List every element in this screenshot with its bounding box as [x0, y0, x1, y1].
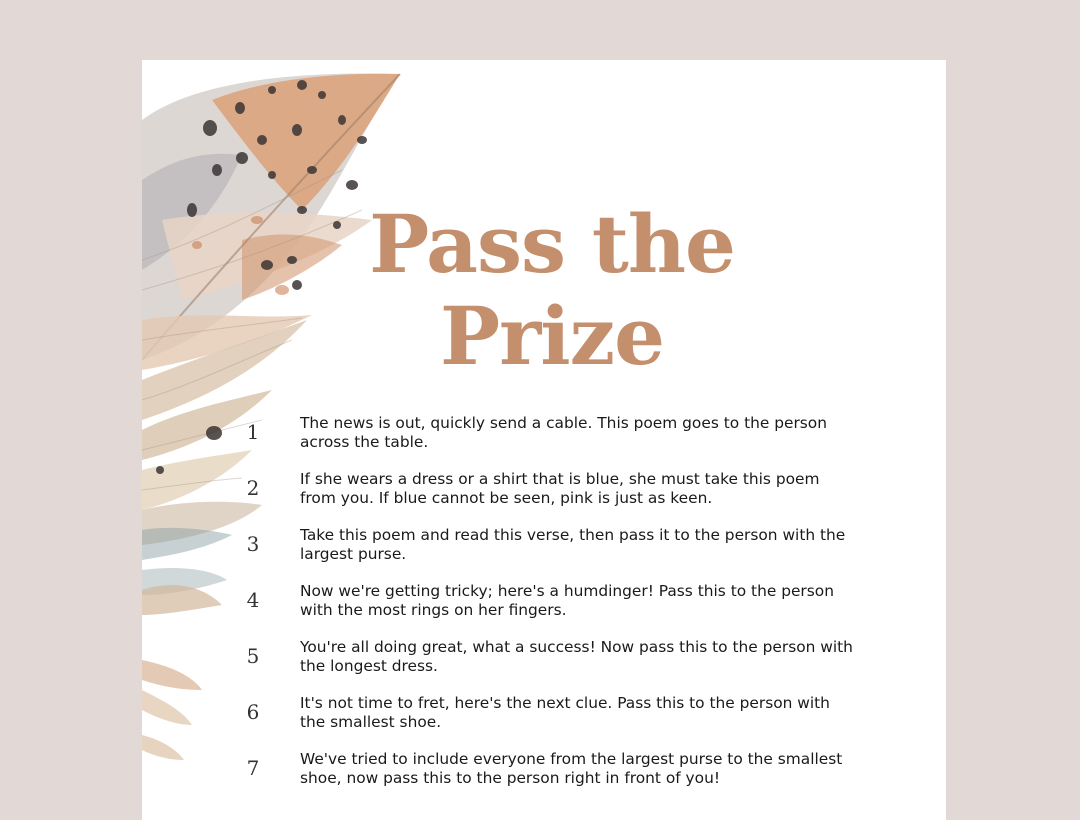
- verse-number: 7: [246, 756, 260, 780]
- verse-text: We've tried to include everyone from the largest purse to the smallest shoe, now pass this to the person right in front of you!: [300, 750, 843, 787]
- verse-text: It's not time to fret, here's the next clue. Pass this to the person with the smallest shoe.: [300, 694, 830, 731]
- verse-item-1: [142, 414, 946, 464]
- verse-item-5: [142, 638, 946, 688]
- verse-item-2: [142, 470, 946, 520]
- verse-item-7: [142, 750, 946, 800]
- title-line-1: Pass the: [369, 197, 735, 291]
- verse-text: Take this poem and read this verse, then pass it to the person with the largest purse.: [300, 526, 846, 563]
- verse-number: 5: [246, 644, 260, 668]
- verse-number: 2: [246, 476, 260, 500]
- verse-text: If she wears a dress or a shirt that is blue, she must take this poem from you. If blue cannot be seen, pink is just as keen.: [300, 470, 820, 507]
- verse-item-3: [142, 526, 946, 576]
- verse-number: 1: [246, 420, 260, 444]
- verse-item-6: [142, 694, 946, 744]
- verse-text: Now we're getting tricky; here's a humdinger! Pass this to the person with the most rings on her fingers.: [300, 582, 834, 619]
- game-sheet: [142, 60, 946, 820]
- verse-item-4: [142, 582, 946, 632]
- verse-text: You're all doing great, what a success! Now pass this to the person with the longest dress.: [300, 638, 853, 675]
- verse-number: 3: [246, 532, 260, 556]
- verse-text: The news is out, quickly send a cable. This poem goes to the person across the table.: [300, 414, 827, 451]
- verse-number: 6: [246, 700, 260, 724]
- verse-number: 4: [246, 588, 260, 612]
- page-title: [342, 198, 762, 382]
- title-line-2: Prize: [439, 289, 665, 383]
